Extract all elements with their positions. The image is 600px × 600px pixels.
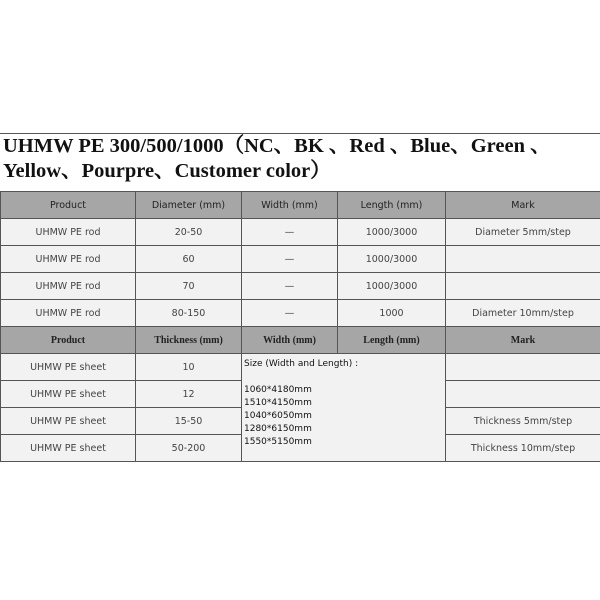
cell-thickness: 15-50: [136, 408, 242, 435]
cell-width: —: [242, 300, 338, 327]
cell-width: —: [242, 219, 338, 246]
sheet-header-row: [1, 327, 600, 354]
size-label: Size (Width and Length) :: [244, 359, 359, 369]
header-dimension: Thickness (mm): [136, 327, 242, 354]
cell-product: UHMW PE rod: [1, 219, 136, 246]
table-row: [1, 219, 600, 246]
cell-mark: Thickness 10mm/step: [446, 435, 600, 462]
page-title: [0, 133, 600, 191]
header-length: Length (mm): [338, 327, 446, 354]
size-cell: [242, 354, 446, 462]
title-line-2: Yellow、Pourpre、Customer color）: [3, 160, 331, 182]
cell-mark: Diameter 5mm/step: [446, 219, 600, 246]
cell-width: —: [242, 246, 338, 273]
size-option: 1550*5150mm: [244, 437, 312, 447]
cell-mark: Diameter 10mm/step: [446, 300, 600, 327]
size-option: 1060*4180mm: [244, 385, 312, 395]
header-width: Width (mm): [242, 327, 338, 354]
cell-product: UHMW PE sheet: [1, 435, 136, 462]
table-row: [1, 246, 600, 273]
cell-mark: Thickness 5mm/step: [446, 408, 600, 435]
header-width: Width (mm): [242, 192, 338, 219]
cell-thickness: 10: [136, 354, 242, 381]
cell-product: UHMW PE sheet: [1, 408, 136, 435]
cell-dimension: 20-50: [136, 219, 242, 246]
header-product: Product: [1, 192, 136, 219]
header-mark: Mark: [446, 327, 600, 354]
cell-product: UHMW PE rod: [1, 246, 136, 273]
cell-mark: [446, 354, 600, 381]
spec-table: [0, 191, 600, 462]
cell-mark: [446, 246, 600, 273]
table-row: [1, 300, 600, 327]
cell-thickness: 12: [136, 381, 242, 408]
cell-length: 1000/3000: [338, 219, 446, 246]
rod-header-row: [1, 192, 600, 219]
cell-product: UHMW PE sheet: [1, 381, 136, 408]
cell-length: 1000: [338, 300, 446, 327]
cell-dimension: 80-150: [136, 300, 242, 327]
cell-mark: [446, 273, 600, 300]
cell-mark: [446, 381, 600, 408]
size-option: 1040*6050mm: [244, 411, 312, 421]
cell-thickness: 50-200: [136, 435, 242, 462]
size-option: 1280*6150mm: [244, 424, 312, 434]
header-mark: Mark: [446, 192, 600, 219]
cell-product: UHMW PE rod: [1, 273, 136, 300]
cell-length: 1000/3000: [338, 273, 446, 300]
table-row: [1, 273, 600, 300]
cell-dimension: 70: [136, 273, 242, 300]
header-length: Length (mm): [338, 192, 446, 219]
cell-dimension: 60: [136, 246, 242, 273]
cell-product: UHMW PE sheet: [1, 354, 136, 381]
header-dimension: Diameter (mm): [136, 192, 242, 219]
cell-width: —: [242, 273, 338, 300]
size-option: 1510*4150mm: [244, 398, 312, 408]
spec-document: [0, 133, 600, 462]
cell-length: 1000/3000: [338, 246, 446, 273]
table-row: [1, 354, 600, 381]
title-line-1: UHMW PE 300/500/1000（NC、BK 、Red 、Blue、Green 、: [3, 135, 551, 157]
cell-product: UHMW PE rod: [1, 300, 136, 327]
header-product: Product: [1, 327, 136, 354]
